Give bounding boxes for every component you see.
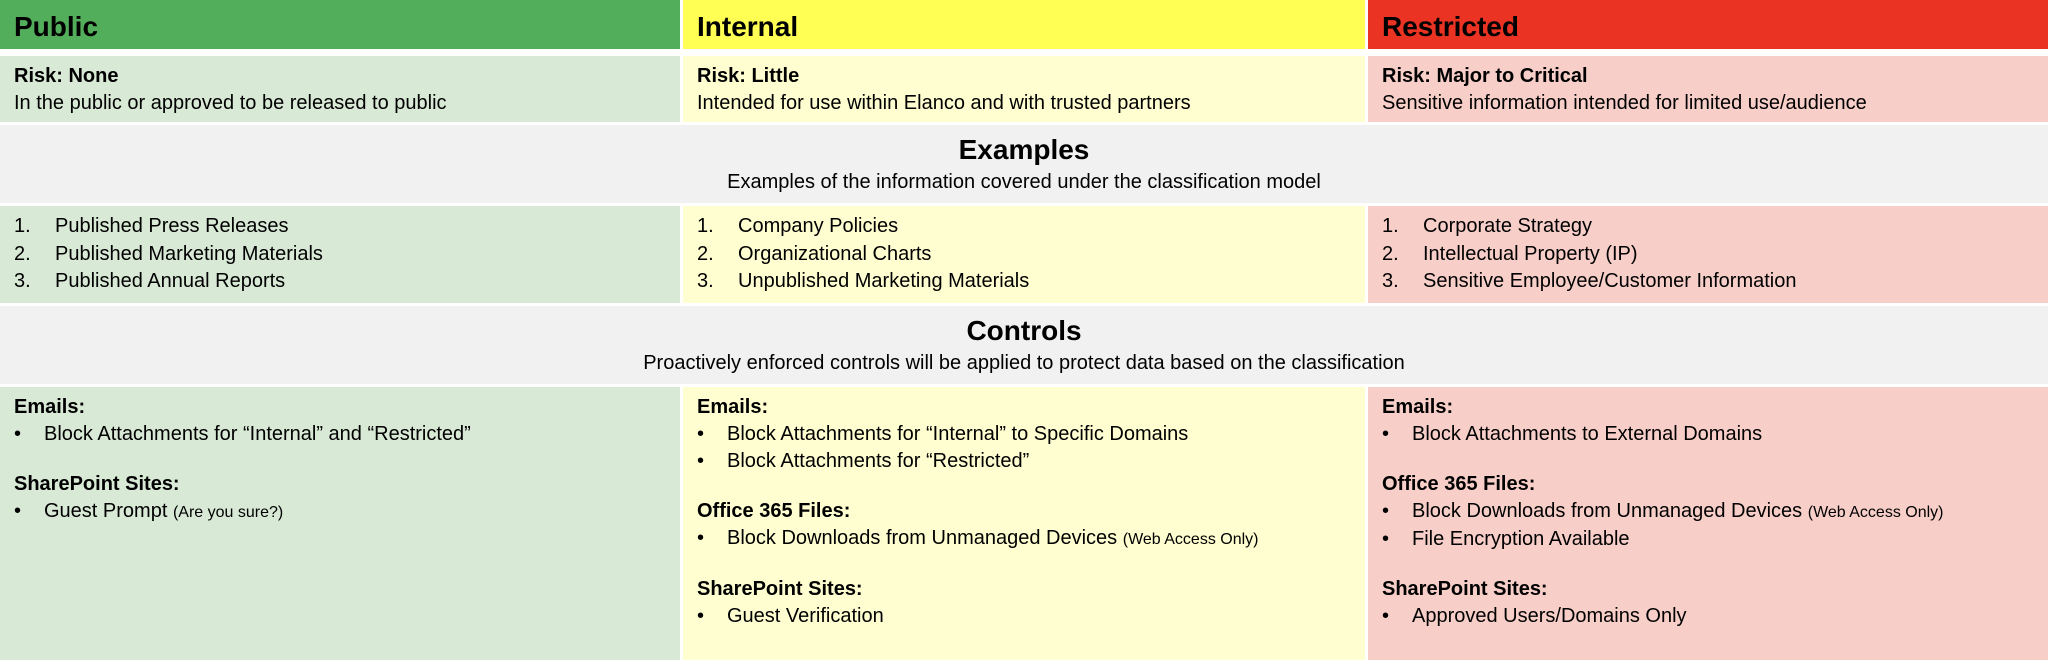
examples-list	[697, 213, 1351, 296]
list-item-text: Guest Verification	[727, 605, 884, 627]
risk-description: In the public or approved to be released to public	[14, 92, 447, 114]
list-number: 1.	[697, 215, 714, 237]
list-item	[1382, 213, 2034, 241]
list-item-text: Published Annual Reports	[55, 270, 286, 292]
list-item	[697, 525, 1351, 553]
list-item-text: Block Attachments for “Restricted”	[727, 450, 1030, 472]
list-number: 1.	[1382, 215, 1399, 237]
list-item-text: Block Downloads from Unmanaged Devices	[727, 527, 1118, 549]
emails-list	[697, 421, 1351, 475]
list-item	[697, 421, 1351, 448]
list-number: 3.	[14, 270, 31, 292]
examples-public	[0, 206, 680, 303]
examples-list	[14, 213, 666, 296]
list-item	[697, 603, 1351, 630]
list-item-text: Block Downloads from Unmanaged Devices	[1412, 500, 1803, 522]
controls-band	[0, 306, 2048, 384]
examples-list	[1382, 213, 2034, 296]
emails-list	[14, 421, 666, 448]
risk-public	[0, 56, 680, 122]
list-item	[1382, 603, 2034, 630]
office-label: Office 365 Files:	[697, 500, 851, 522]
controls-restricted	[1368, 387, 2048, 660]
sharepoint-label: SharePoint Sites:	[697, 578, 863, 600]
office-list	[1382, 498, 2034, 553]
bullet: •	[1382, 528, 1390, 550]
emails-list	[1382, 421, 2034, 448]
risk-restricted	[1368, 56, 2048, 122]
examples-title: Examples	[958, 134, 1090, 165]
header-restricted-label: Restricted	[1382, 11, 1519, 42]
office-label: Office 365 Files:	[1382, 473, 1536, 495]
list-item-note: (Are you sure?)	[172, 504, 284, 521]
list-item-text: Guest Prompt	[44, 500, 168, 522]
header-restricted	[1368, 0, 2048, 49]
list-item	[14, 421, 666, 448]
list-item-text: Organizational Charts	[738, 242, 932, 265]
list-item	[1382, 421, 2034, 448]
list-item	[1382, 241, 2034, 269]
sharepoint-list	[1382, 603, 2034, 630]
list-item-text: Unpublished Marketing Materials	[738, 270, 1030, 292]
list-item	[697, 213, 1351, 241]
list-item-text: Sensitive Employee/Customer Information	[1423, 270, 1797, 292]
list-item	[1382, 526, 2034, 553]
examples-restricted	[1368, 206, 2048, 303]
risk-label: Risk: Major to Critical	[1382, 65, 1588, 87]
examples-subtitle: Examples of the information covered under the classification model	[727, 171, 1321, 193]
list-item-note: (Web Access Only)	[1122, 531, 1259, 548]
risk-internal	[683, 56, 1365, 122]
list-item	[697, 268, 1351, 296]
bullet: •	[697, 527, 705, 549]
list-item-text: Block Attachments to External Domains	[1412, 423, 1763, 445]
risk-description: Intended for use within Elanco and with trusted partners	[697, 92, 1191, 114]
list-number: 3.	[697, 270, 714, 292]
office-list	[697, 525, 1351, 553]
bullet: •	[14, 500, 22, 522]
risk-label: Risk: Little	[697, 65, 800, 87]
list-number: 2.	[14, 242, 31, 265]
list-item	[14, 213, 666, 241]
header-internal-label: Internal	[697, 11, 799, 42]
examples-internal	[683, 206, 1365, 303]
list-item-text: Company Policies	[738, 215, 899, 237]
list-number: 3.	[1382, 270, 1399, 292]
header-public-label: Public	[14, 11, 99, 42]
emails-label: Emails:	[14, 396, 86, 418]
list-item	[14, 268, 666, 296]
list-item	[697, 241, 1351, 269]
list-number: 1.	[14, 215, 31, 237]
bullet: •	[697, 605, 705, 627]
list-item-text: Approved Users/Domains Only	[1412, 605, 1687, 627]
list-item-text: Corporate Strategy	[1423, 215, 1592, 237]
controls-title: Controls	[966, 315, 1082, 346]
risk-label: Risk: None	[14, 65, 119, 87]
list-item-text: Block Attachments for “Internal” to Specific Domains	[727, 423, 1189, 445]
examples-band	[0, 125, 2048, 203]
sharepoint-list	[14, 498, 666, 526]
list-number: 2.	[1382, 242, 1399, 265]
header-public	[0, 0, 680, 49]
list-item	[14, 498, 666, 526]
list-item-text: Published Marketing Materials	[55, 242, 323, 265]
risk-description: Sensitive information intended for limited use/audience	[1382, 92, 1867, 114]
emails-label: Emails:	[1382, 396, 1454, 418]
list-item-text: Block Attachments for “Internal” and “Restricted”	[44, 423, 471, 445]
sharepoint-label: SharePoint Sites:	[14, 473, 180, 495]
list-item-text: File Encryption Available	[1412, 528, 1630, 550]
list-item	[697, 448, 1351, 475]
controls-public	[0, 387, 680, 660]
list-item-text: Published Press Releases	[55, 215, 289, 237]
list-item	[1382, 268, 2034, 296]
controls-subtitle: Proactively enforced controls will be applied to protect data based on the classification	[643, 352, 1405, 374]
list-item	[14, 241, 666, 269]
bullet: •	[697, 450, 705, 472]
bullet: •	[1382, 605, 1390, 627]
bullet: •	[14, 423, 22, 445]
sharepoint-list	[697, 603, 1351, 630]
bullet: •	[1382, 500, 1390, 522]
list-number: 2.	[697, 242, 714, 265]
list-item-text: Intellectual Property (IP)	[1423, 242, 1638, 265]
header-internal	[683, 0, 1365, 49]
bullet: •	[697, 423, 705, 445]
controls-internal	[683, 387, 1365, 660]
emails-label: Emails:	[697, 396, 769, 418]
bullet: •	[1382, 423, 1390, 445]
list-item-note: (Web Access Only)	[1807, 504, 1944, 521]
list-item	[1382, 498, 2034, 526]
sharepoint-label: SharePoint Sites:	[1382, 578, 1548, 600]
